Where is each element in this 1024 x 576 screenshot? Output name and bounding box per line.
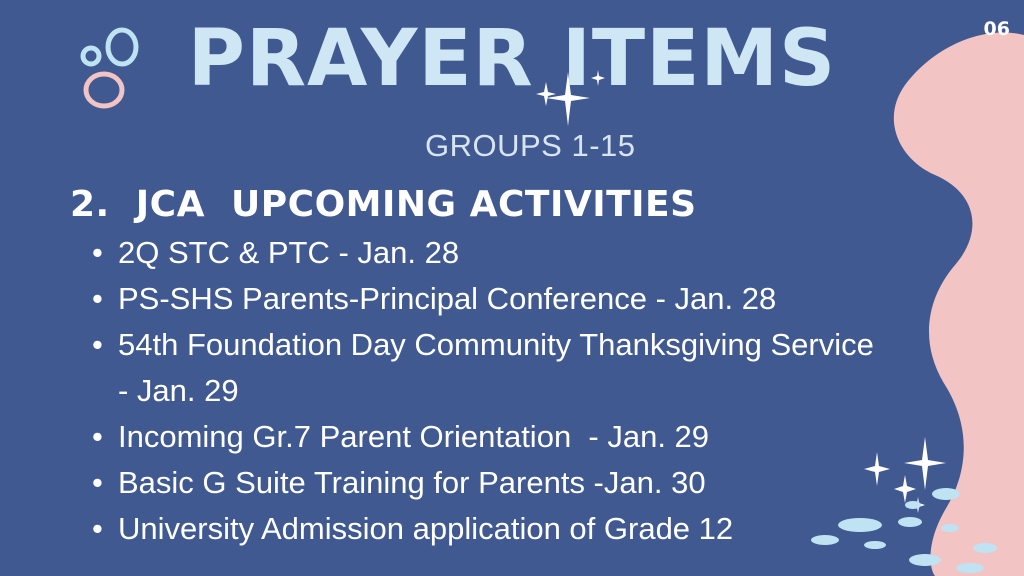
activity-list [92,230,942,552]
bullet-icon: • [92,327,103,362]
list-item [92,460,942,506]
slide-subtitle: GROUPS 1-15 [425,128,636,163]
list-item [92,506,942,552]
bullet-icon: • [92,511,103,546]
bullet-icon: • [92,281,103,316]
page-number: 06 [983,18,1010,40]
list-item-text: PS-SHS Parents-Principal Conference - Jan. 28 [118,281,777,316]
list-item [92,414,942,460]
list-item-text: 2Q STC & PTC - Jan. 28 [118,235,460,270]
list-item-text: University Admission application of Grade 12 [118,511,734,546]
list-item [92,276,942,322]
bullet-icon: • [92,419,103,454]
section-heading: 2. JCA UPCOMING ACTIVITIES [70,184,697,225]
bullet-icon: • [92,465,103,500]
bullet-icon: • [92,235,103,270]
list-item-continuation: - Jan. 29 [118,373,239,408]
list-item-text: 54th Foundation Day Community Thanksgiving Service [118,327,874,362]
slide-title: PRAYER ITEMS [187,14,837,104]
list-item [92,322,942,414]
list-item-text: Basic G Suite Training for Parents -Jan. 30 [118,465,706,500]
list-item-text: Incoming Gr.7 Parent Orientation - Jan. 29 [118,419,710,454]
list-item [92,230,942,276]
